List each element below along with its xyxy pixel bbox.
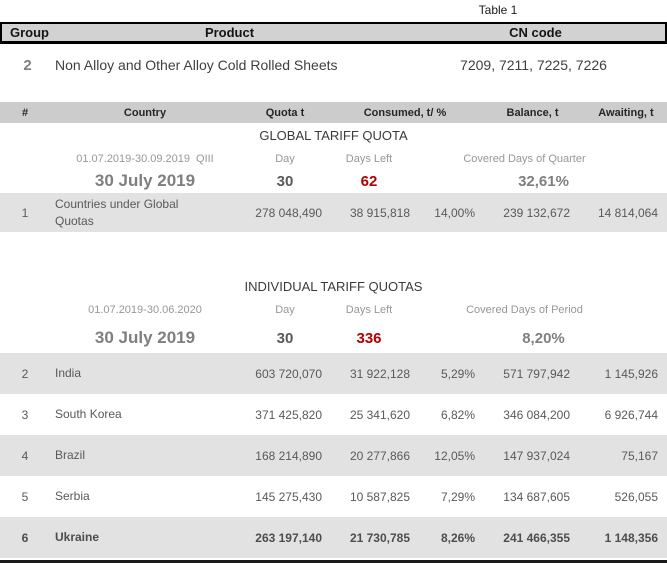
row-country: Serbia: [55, 489, 90, 504]
spacer: [0, 86, 667, 102]
global-subheader-row: [0, 148, 667, 169]
row-balance: 134 687,605: [503, 489, 570, 504]
global-days-left-label: Days Left: [345, 152, 393, 165]
row-quota: 603 720,070: [255, 366, 322, 381]
row-quota: 278 048,490: [255, 205, 322, 220]
table-row-brazil: [0, 435, 667, 476]
row-consumed: 21 730,785: [349, 530, 410, 545]
row-consumed-pct: 12,05%: [434, 448, 475, 463]
spacer: [0, 232, 667, 275]
row-number: 2: [21, 366, 29, 381]
row-awaiting: 526,055: [614, 489, 658, 504]
individual-day-value: 30: [276, 329, 294, 347]
row-consumed: 20 277,866: [349, 448, 410, 463]
header-product: Product: [204, 25, 255, 40]
global-covered-label: Covered Days of Quarter: [463, 152, 586, 165]
global-period: [50, 153, 240, 165]
header-country: Country: [123, 106, 167, 119]
header-group: Group: [10, 25, 49, 40]
individual-covered-label: Covered Days of Period: [466, 304, 583, 316]
table-row-global-quotas: [0, 193, 667, 232]
global-day-label: Day: [275, 152, 295, 165]
header-consumed: Consumed, t/ %: [363, 106, 447, 119]
header-quota: Quota t: [265, 106, 305, 119]
row-consumed: 10 587,825: [349, 489, 410, 504]
row-awaiting: 14 814,064: [597, 205, 658, 220]
row-consumed-pct: 7,29%: [440, 489, 475, 504]
product-table-header: [0, 22, 667, 44]
individual-section-title: INDIVIDUAL TARIFF QUOTAS: [244, 278, 423, 294]
row-quota: 145 275,430: [255, 489, 322, 504]
row-consumed: 31 922,128: [349, 366, 410, 381]
individual-covered-value: 8,20%: [522, 329, 565, 347]
row-consumed-pct: 5,29%: [440, 366, 475, 381]
row-consumed-pct: 14,00%: [434, 205, 475, 220]
row-balance: 346 084,200: [503, 407, 570, 422]
product-cn-codes: 7209, 7211, 7225, 7226: [460, 57, 607, 73]
row-balance: 241 466,355: [503, 530, 570, 545]
global-section-title: GLOBAL TARIFF QUOTA: [259, 128, 408, 143]
individual-subheader-row: [0, 297, 667, 323]
global-values-row: [0, 169, 667, 193]
product-table-row: [0, 44, 667, 86]
row-country: India: [55, 366, 82, 381]
global-period-dates: 01.07.2019-30.09.2019: [76, 152, 191, 165]
global-period-quarter: QIII: [196, 152, 214, 165]
header-awaiting: Awaiting, t: [598, 106, 654, 119]
table-caption: Table 1: [478, 3, 518, 17]
row-country: South Korea: [55, 407, 122, 422]
row-quota: 263 197,140: [255, 530, 322, 545]
global-day-value: 30: [276, 172, 294, 190]
table-row-south-korea: [0, 394, 667, 435]
row-balance: 147 937,024: [503, 448, 570, 463]
row-quota: 168 214,890: [255, 448, 322, 463]
individual-values-row: [0, 323, 667, 353]
quota-table-header: [0, 102, 667, 123]
product-name: Non Alloy and Other Alloy Cold Rolled Sheets: [55, 57, 338, 73]
row-country: Ukraine: [55, 530, 100, 545]
row-number: 4: [21, 448, 29, 463]
global-days-left-value: 62: [360, 172, 378, 190]
table-row-ukraine: [0, 517, 667, 558]
row-balance: 571 797,942: [503, 366, 570, 381]
global-current-date: 30 July 2019: [94, 171, 196, 190]
row-consumed-pct: 6,82%: [440, 407, 475, 422]
product-group-number: 2: [23, 56, 32, 74]
individual-period: [50, 304, 240, 316]
row-country: Countries under Global Quotas: [55, 197, 179, 228]
header-balance: Balance, t: [506, 106, 559, 119]
row-balance: 239 132,672: [503, 205, 570, 220]
table-row-india: [0, 353, 667, 394]
row-consumed: 25 341,620: [349, 407, 410, 422]
row-awaiting: 1 145,926: [604, 366, 658, 381]
individual-current-date: 30 July 2019: [94, 328, 196, 347]
table-caption-row: [0, 0, 667, 22]
individual-day-label: Day: [275, 304, 295, 316]
row-consumed-pct: 8,26%: [440, 530, 475, 545]
row-awaiting: 1 148,356: [604, 530, 658, 545]
individual-days-left-value: 336: [356, 329, 382, 347]
row-number: 5: [21, 489, 29, 504]
row-awaiting: 75,167: [621, 448, 658, 463]
row-country: Brazil: [55, 448, 86, 463]
row-number: 6: [21, 530, 29, 545]
row-consumed: 38 915,818: [349, 205, 410, 220]
global-covered-value: 32,61%: [518, 172, 569, 190]
individual-days-left-label: Days Left: [345, 304, 393, 316]
row-number: 3: [21, 407, 29, 422]
header-cn-code: CN code: [509, 25, 562, 40]
table-row-serbia: [0, 476, 667, 517]
row-number: 1: [21, 205, 29, 220]
row-awaiting: 6 926,744: [604, 407, 658, 422]
row-quota: 371 425,820: [255, 407, 322, 422]
individual-period-dates: 01.07.2019-30.06.2020: [88, 304, 202, 316]
header-num: #: [21, 106, 29, 119]
